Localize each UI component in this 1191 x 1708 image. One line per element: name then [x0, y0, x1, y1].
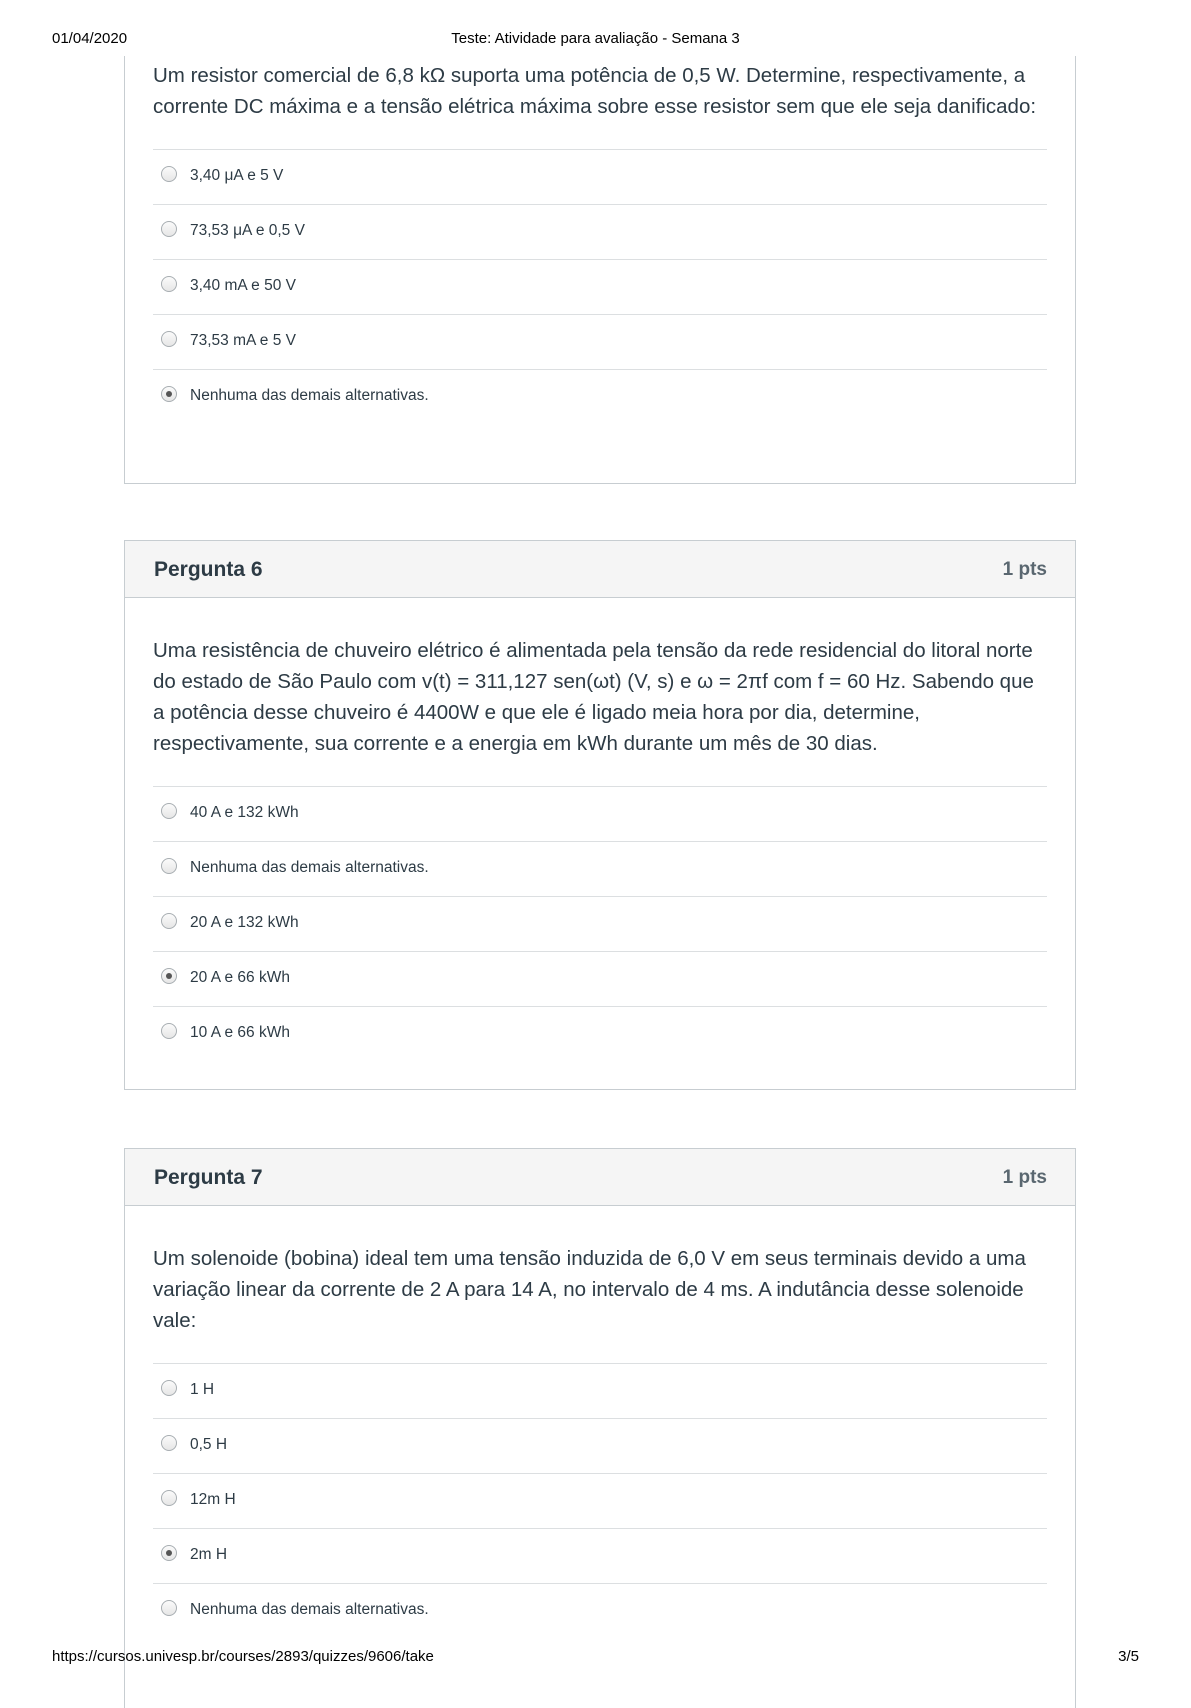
radio-button[interactable]	[161, 1435, 177, 1451]
question-points: 1 pts	[1002, 559, 1047, 580]
answer-option[interactable]	[153, 260, 1047, 315]
answer-option[interactable]	[153, 1584, 1047, 1638]
answer-option[interactable]	[153, 150, 1047, 205]
print-date: 01/04/2020	[52, 30, 128, 47]
question-points: 1 pts	[1002, 1167, 1047, 1188]
radio-button[interactable]	[161, 386, 177, 402]
radio-button[interactable]	[161, 858, 177, 874]
radio-button[interactable]	[161, 276, 177, 292]
radio-button[interactable]	[161, 1600, 177, 1616]
answer-option[interactable]	[153, 1419, 1047, 1474]
question-text: Um solenoide (bobina) ideal tem uma tensão induzida de 6,0 V em seus terminais devido a uma variação linear da corrente de 2 A para 14 A, no intervalo de 4 ms. A indutância desse solenoide vale:	[153, 1247, 1026, 1332]
answer-option[interactable]	[153, 315, 1047, 370]
radio-button[interactable]	[161, 1380, 177, 1396]
answer-option[interactable]	[153, 842, 1047, 897]
radio-button[interactable]	[161, 221, 177, 237]
answer-label: 20 A e 66 kWh	[190, 969, 290, 986]
answer-label: 2m H	[190, 1546, 228, 1563]
question-text: Uma resistência de chuveiro elétrico é alimentada pela tensão da rede residencial do litoral norte do estado de São Paulo com v(t) = 311,127 sen(ωt) (V, s) e ω = 2πf com f = 60 Hz. Sabendo que a potência desse chuveiro é 4400W e que ele é ligado meia hora por dia, determine, respectivamente, sua corrente e a energia em kWh durante um mês de 30 dias.	[153, 639, 1034, 755]
question-title: Pergunta 6	[154, 558, 263, 581]
answer-list	[153, 1363, 1047, 1638]
page-number: 3/5	[1118, 1648, 1139, 1665]
answer-label: 20 A e 132 kWh	[190, 914, 299, 931]
radio-button[interactable]	[161, 968, 177, 984]
question-header	[125, 1149, 1075, 1206]
radio-button[interactable]	[161, 331, 177, 347]
answer-option[interactable]	[153, 205, 1047, 260]
answer-label: 40 A e 132 kWh	[190, 804, 299, 821]
print-url: https://cursos.univesp.br/courses/2893/quizzes/9606/take	[52, 1648, 434, 1665]
answer-label: 10 A e 66 kWh	[190, 1024, 290, 1041]
answer-option[interactable]	[153, 1529, 1047, 1584]
answer-label: 73,53 μA e 0,5 V	[190, 222, 305, 239]
answer-option[interactable]	[153, 1364, 1047, 1419]
radio-button[interactable]	[161, 166, 177, 182]
question-title: Pergunta 7	[154, 1166, 263, 1189]
answer-list	[153, 149, 1047, 424]
answer-option[interactable]	[153, 952, 1047, 1007]
answer-label: 0,5 H	[190, 1436, 228, 1453]
question-text: Um resistor comercial de 6,8 kΩ suporta uma potência de 0,5 W. Determine, respectivamente, a corrente DC máxima e a tensão elétrica máxima sobre esse resistor sem que ele seja danificado:	[153, 64, 1037, 118]
answer-label: Nenhuma das demais alternativas.	[190, 859, 429, 876]
radio-button[interactable]	[161, 803, 177, 819]
answer-label: 73,53 mA e 5 V	[190, 332, 296, 349]
answer-option[interactable]	[153, 897, 1047, 952]
radio-button[interactable]	[161, 1490, 177, 1506]
radio-button[interactable]	[161, 913, 177, 929]
answer-label: 3,40 mA e 50 V	[190, 277, 296, 294]
answer-label: 12m H	[190, 1491, 236, 1508]
answer-option[interactable]	[153, 1007, 1047, 1061]
question-header	[125, 541, 1075, 598]
print-header	[52, 30, 1139, 50]
answer-label: Nenhuma das demais alternativas.	[190, 387, 429, 404]
answer-label: 1 H	[190, 1381, 215, 1398]
answer-list	[153, 786, 1047, 1061]
radio-button[interactable]	[161, 1545, 177, 1561]
answer-option[interactable]	[153, 787, 1047, 842]
answer-label: 3,40 μA e 5 V	[190, 167, 284, 184]
question-card-7	[124, 1148, 1076, 1708]
answer-label: Nenhuma das demais alternativas.	[190, 1601, 429, 1618]
question-card-5	[124, 56, 1076, 484]
answer-option[interactable]	[153, 370, 1047, 424]
print-title: Teste: Atividade para avaliação - Semana 3	[451, 30, 740, 47]
radio-button[interactable]	[161, 1023, 177, 1039]
answer-option[interactable]	[153, 1474, 1047, 1529]
question-card-6	[124, 540, 1076, 1090]
